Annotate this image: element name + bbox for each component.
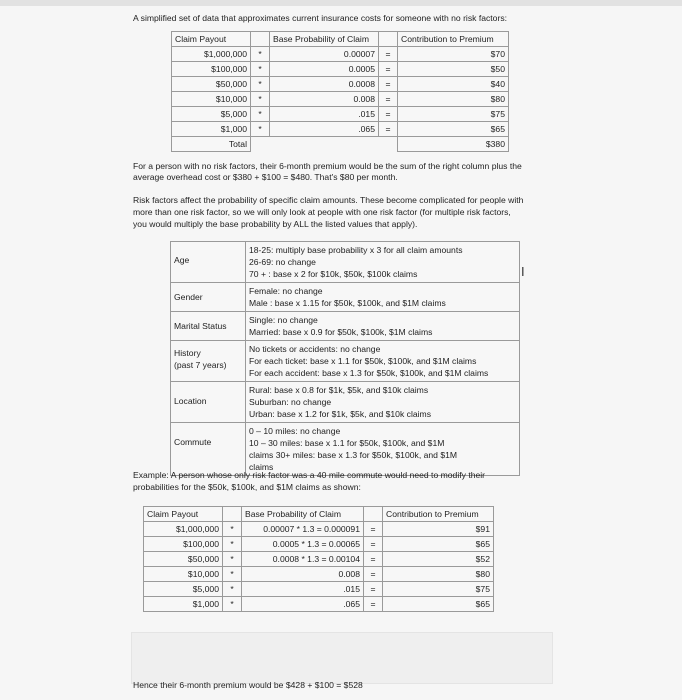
paragraph-line: more than one risk factor, so we will only look at people with one risk factor (for multiple risk factors, bbox=[133, 207, 511, 217]
table-row: $5,000 * .015 = $75 bbox=[144, 582, 494, 597]
conclusion-text: Hence their 6-month premium would be $428 + $100 = $528 bbox=[133, 680, 363, 690]
factor-label: Location bbox=[174, 396, 207, 406]
header-base-probability: Base Probability of Claim bbox=[242, 507, 364, 522]
table-row: $100,000 * 0.0005 = $50 bbox=[172, 62, 509, 77]
table-row: $1,000,000 * 0.00007 * 1.3 = 0.000091 = $91 bbox=[144, 522, 494, 537]
header-claim-payout: Claim Payout bbox=[172, 32, 251, 47]
factor-label: Age bbox=[174, 255, 190, 265]
text-cursor-icon: I bbox=[521, 264, 525, 279]
table-row: $10,000 * 0.008 = $80 bbox=[172, 92, 509, 107]
risk-row-history: History (past 7 years) No tickets or accidents: no change For each ticket: base x 1.1 for $50k, $100k, and $1M claims For each accident: base x 1.3 for $50k, $100k, and $1M claims bbox=[171, 341, 520, 382]
table-row: $1,000 * .065 = $65 bbox=[172, 122, 509, 137]
header-claim-payout: Claim Payout bbox=[144, 507, 223, 522]
paragraph-line: probabilities for the $50k, $100k, and $1M claims as shown: bbox=[133, 482, 361, 492]
header-base-probability: Base Probability of Claim bbox=[270, 32, 379, 47]
paragraph-line: you would multiply the base probability by ALL the listed values that apply). bbox=[133, 219, 418, 229]
table-header-row bbox=[172, 32, 509, 47]
table-row: $5,000 * .015 = $75 bbox=[172, 107, 509, 122]
table-row: $1,000 * .065 = $65 bbox=[144, 597, 494, 612]
table-row: $1,000,000 * 0.00007 = $70 bbox=[172, 47, 509, 62]
paragraph-line: average overhead cost or $380 + $100 = $480. That's $80 per month. bbox=[133, 172, 398, 182]
page-top-edge bbox=[0, 0, 682, 6]
base-premium-table bbox=[171, 31, 509, 152]
table-row: $100,000 * 0.0005 * 1.3 = 0.00065 = $65 bbox=[144, 537, 494, 552]
total-value: $380 bbox=[398, 137, 509, 152]
factor-label: Commute bbox=[174, 437, 212, 447]
risk-row-location: Location Rural: base x 0.8 for $1k, $5k, and $10k claims Suburban: no change Urban: base x 1.2 for $1k, $5k, and $10k claims bbox=[171, 382, 520, 423]
factor-label: Marital Status bbox=[174, 321, 227, 331]
intro-text: A simplified set of data that approximates current insurance costs for someone with no risk factors: bbox=[133, 13, 507, 23]
risk-row-gender: Gender Female: no change Male : base x 1.15 for $50k, $100k, and $1M claims bbox=[171, 283, 520, 312]
table-row: $10,000 * 0.008 = $80 bbox=[144, 567, 494, 582]
risk-row-marital-status: Marital Status Single: no change Married: base x 0.9 for $50k, $100k, $1M claims bbox=[171, 312, 520, 341]
risk-factor-table bbox=[170, 241, 520, 476]
blank-area bbox=[131, 632, 553, 684]
factor-label: History bbox=[174, 348, 201, 358]
paragraph-line: Example: A person whose only risk factor was a 40 mile commute would need to modify their bbox=[133, 470, 486, 480]
header-contribution: Contribution to Premium bbox=[398, 32, 509, 47]
risk-row-age: Age 18-25: multiply base probability x 3 for all claim amounts 26-69: no change 70 + : base x 2 for $10k, $50k, $100k claims bbox=[171, 242, 520, 283]
risk-row-commute: Commute 0 – 10 miles: no change 10 – 30 miles: base x 1.1 for $50k, $100k, and $1M claims 30+ miles: base x 1.3 for $50k, $100k, and $1M claims bbox=[171, 423, 520, 476]
factor-label: Gender bbox=[174, 292, 203, 302]
table-row: $50,000 * 0.0008 * 1.3 = 0.00104 = $52 bbox=[144, 552, 494, 567]
table-row: $50,000 * 0.0008 = $40 bbox=[172, 77, 509, 92]
total-row bbox=[172, 137, 509, 152]
paragraph-line: Risk factors affect the probability of specific claim amounts. These become complicated for people with bbox=[133, 195, 524, 205]
paragraph-line: For a person with no risk factors, their 6-month premium would be the sum of the right column plus the bbox=[133, 161, 522, 171]
total-label: Total bbox=[172, 137, 251, 152]
header-contribution: Contribution to Premium bbox=[383, 507, 494, 522]
table-header-row bbox=[144, 507, 494, 522]
commute-example-table bbox=[143, 506, 494, 612]
